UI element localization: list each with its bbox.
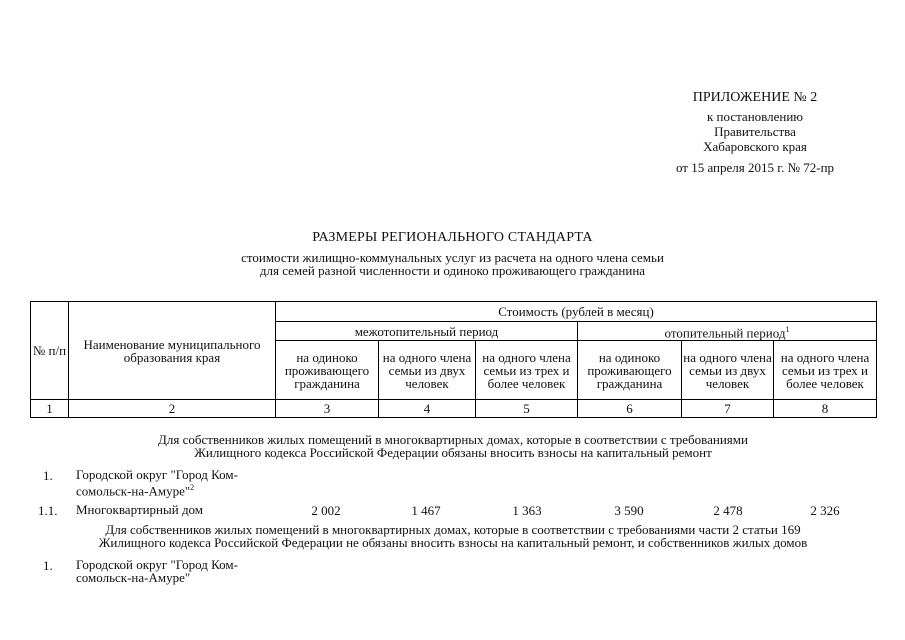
numbering-cell: 7 [682, 400, 774, 418]
numbering-cell: 1 [31, 400, 69, 418]
header-period-heating [578, 322, 877, 341]
numbering-cell: 6 [578, 400, 682, 418]
section-1-heading-line-1: Для собственников жилых помещений в многоквартирных домах, которые в соответствии с требованиями [158, 432, 748, 447]
header-sub-1: на одиноко проживающего гражданина [276, 341, 379, 400]
list-item-section-2 [30, 557, 876, 585]
appendix-line-2: Правительства [714, 124, 796, 139]
list-item-section-1 [30, 467, 876, 499]
item-number: 1. [43, 468, 53, 483]
header-sub-6: на одного члена семьи из трех и более человек [774, 341, 877, 400]
value-cell: 1 363 [512, 503, 542, 518]
item-name [76, 468, 276, 497]
header-col-name: Наименование муниципального образования края [69, 302, 276, 400]
sub-item-name: Многоквартирный дом [76, 502, 204, 517]
table-row-apartment-building [30, 503, 876, 517]
section-2-heading-line-2: Жилищного кодекса Российской Федерации не обязаны вносить взносы на капитальный ремонт, и собственников жилых домов [98, 535, 808, 550]
header-cost: Стоимость (рублей в месяц) [276, 302, 877, 322]
appendix-line-1: к постановлению [706, 109, 804, 124]
footnote-marker-1: 1 [785, 325, 790, 334]
document-heading [0, 230, 905, 277]
header-sub-3: на одного члена семьи из трех и более человек [476, 341, 578, 400]
header-period-heating-label: отопительный период [664, 325, 786, 341]
appendix-block [620, 90, 890, 175]
section-2-heading [30, 523, 876, 549]
sub-item-number: 1.1. [38, 503, 58, 518]
value-cell: 2 002 [311, 503, 341, 518]
value-cell: 3 590 [614, 503, 644, 518]
footnote-marker-2: 2 [190, 483, 195, 492]
numbering-cell: 2 [69, 400, 276, 418]
section-1-heading-line-2: Жилищного кодекса Российской Федерации обязаны вносить взносы на капитальный ремонт [194, 445, 712, 460]
value-cell: 2 478 [713, 503, 743, 518]
item-name [76, 558, 276, 584]
header-sub-4: на одиноко проживающего гражданина [578, 341, 682, 400]
numbering-cell: 8 [774, 400, 877, 418]
header-sub-5: на одного члена семьи из двух человек [682, 341, 774, 400]
item-name-line-2: сомольск-на-Амуре" [76, 570, 191, 585]
document-subtitle-line-2: для семей разной численности и одиноко проживающего гражданина [259, 263, 646, 278]
document-subtitle-line-1: стоимости жилищно-коммунальных услуг из расчета на одного члена семьи [241, 250, 664, 265]
item-name-line-1: Городской округ "Город Ком- [76, 557, 238, 572]
appendix-date: от 15 апреля 2015 г. № 72-пр [675, 160, 835, 175]
appendix-line-3: Хабаровского края [703, 139, 807, 154]
value-cell: 1 467 [411, 503, 441, 518]
section-1-heading [30, 433, 876, 459]
item-number: 1. [43, 558, 53, 573]
appendix-title: ПРИЛОЖЕНИЕ № 2 [692, 90, 818, 105]
item-name-line-1: Городской округ "Город Ком- [76, 467, 238, 482]
header-sub-2: на одного члена семьи из двух человек [379, 341, 476, 400]
header-col-num: № п/п [31, 302, 69, 400]
section-2-heading-line-1: Для собственников жилых помещений в многоквартирных домах, которые в соответствии с требованиями части 2 статьи 169 [105, 522, 801, 537]
value-cell: 2 326 [810, 503, 840, 518]
standards-table [30, 301, 877, 418]
numbering-cell: 5 [476, 400, 578, 418]
numbering-cell: 3 [276, 400, 379, 418]
numbering-cell: 4 [379, 400, 476, 418]
document-title: РАЗМЕРЫ РЕГИОНАЛЬНОГО СТАНДАРТА [312, 230, 593, 245]
numbering-row [31, 400, 877, 418]
header-period-interheating: межотопительный период [276, 322, 578, 341]
item-name-line-2: сомольск-на-Амуре" [76, 483, 191, 499]
